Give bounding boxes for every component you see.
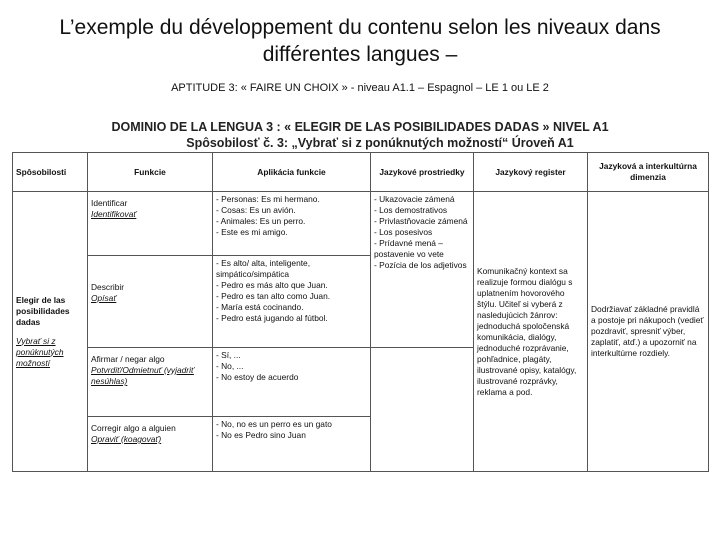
application-cell xyxy=(213,348,371,417)
intercultural-cell: Dodržiavať základné pravidlá a postoje pri nákupoch (vedieť pozdraviť, spresniť výber, zaplatiť, atď.) a upozorniť na interkultúrne rozdiely. xyxy=(588,192,709,472)
document-header-line-2: Spôsobilosť č. 3: „Vybrať si z ponúknutých možností“ Úroveň A1 xyxy=(186,136,574,150)
function-cell xyxy=(88,348,213,417)
page-title: L’exemple du développement du contenu selon les niveaux dans différentes langues – xyxy=(59,16,661,66)
application-line: - Es alto/ alta, inteligente, simpático/simpática xyxy=(216,258,311,279)
means-line: - Prídavné mená – postavenie vo vete xyxy=(374,238,444,259)
application-line: - No, ... xyxy=(216,361,244,371)
function-sk: Opraviť (koagovať) xyxy=(91,434,162,444)
function-sk: Opísať xyxy=(91,293,117,303)
means-line: - Ukazovacie zámená xyxy=(374,194,455,204)
application-cell xyxy=(213,256,371,348)
means-line: - Privlastňovacie zámená xyxy=(374,216,468,226)
application-line: - Pedro está jugando al fútbol. xyxy=(216,313,328,323)
register-cell: Komunikačný kontext sa realizuje formou dialógu s uplatnením hovorového štýlu. Učiteľ si vyberá z nasledujúcich žánrov: jednoduchá spoločenská komunikácia, dialógy, jednoduché rozprávanie, pohľadnice, plagáty, ilustrované opisy, katalógy, ilustrované rozprávky, reklama a pod. xyxy=(474,192,588,472)
application-line: - Sí, ... xyxy=(216,350,241,360)
application-line: - Pedro es más alto que Juan. xyxy=(216,280,328,290)
application-cell xyxy=(213,417,371,472)
application-cell xyxy=(213,192,371,256)
means-cell-empty xyxy=(371,348,474,472)
application-line: - Personas: Es mi hermano. xyxy=(216,194,320,204)
application-line: - No es Pedro sino Juan xyxy=(216,430,306,440)
means-line: - Pozícia de los adjetivos xyxy=(374,260,467,270)
application-line: - No, no es un perro es un gato xyxy=(216,419,332,429)
skill-name-sk: Vybrať si z ponúknutých možností xyxy=(16,335,64,368)
function-cell xyxy=(88,192,213,256)
header-function: Funkcie xyxy=(88,153,213,192)
header-application: Aplikácia funkcie xyxy=(213,153,371,192)
function-cell xyxy=(88,417,213,472)
header-register: Jazykový register xyxy=(474,153,588,192)
function-es: Corregir algo a alguien xyxy=(91,423,176,433)
application-line: - Animales: Es un perro. xyxy=(216,216,306,226)
header-skill: Spôsobilosti xyxy=(13,153,88,192)
means-cell xyxy=(371,192,474,348)
table-header-row xyxy=(13,153,709,192)
function-es: Identificar xyxy=(91,198,128,208)
function-cell xyxy=(88,256,213,348)
function-es: Afirmar / negar algo xyxy=(91,354,165,364)
function-sk: Potvrdiť/Odmietnuť (vyjadriť nesúhlas) xyxy=(91,365,194,386)
application-line: - Este es mi amigo. xyxy=(216,227,288,237)
application-line: - Pedro es tan alto como Juan. xyxy=(216,291,331,301)
header-intercultural: Jazyková a interkultúrna dimenzia xyxy=(588,153,709,192)
page-subtitle: APTITUDE 3: « FAIRE UN CHOIX » - niveau A1.1 – Espagnol – LE 1 ou LE 2 xyxy=(171,82,549,94)
competence-table xyxy=(12,152,709,472)
skill-cell xyxy=(13,192,88,472)
table-row xyxy=(13,192,709,256)
document-header xyxy=(12,119,708,151)
means-line: - Los demostrativos xyxy=(374,205,448,215)
header-means: Jazykové prostriedky xyxy=(371,153,474,192)
document-header-line-1: DOMINIO DE LA LENGUA 3 : « ELEGIR DE LAS POSIBILIDADES DADAS » NIVEL A1 xyxy=(111,120,609,134)
function-es: Describir xyxy=(91,282,125,292)
means-line: - Los posesivos xyxy=(374,227,433,237)
application-line: - Cosas: Es un avión. xyxy=(216,205,296,215)
skill-name-es: Elegir de las posibilidades dadas xyxy=(16,294,70,327)
function-sk: Identifikovať xyxy=(91,209,137,219)
application-line: - No estoy de acuerdo xyxy=(216,372,299,382)
application-line: - María está cocinando. xyxy=(216,302,304,312)
